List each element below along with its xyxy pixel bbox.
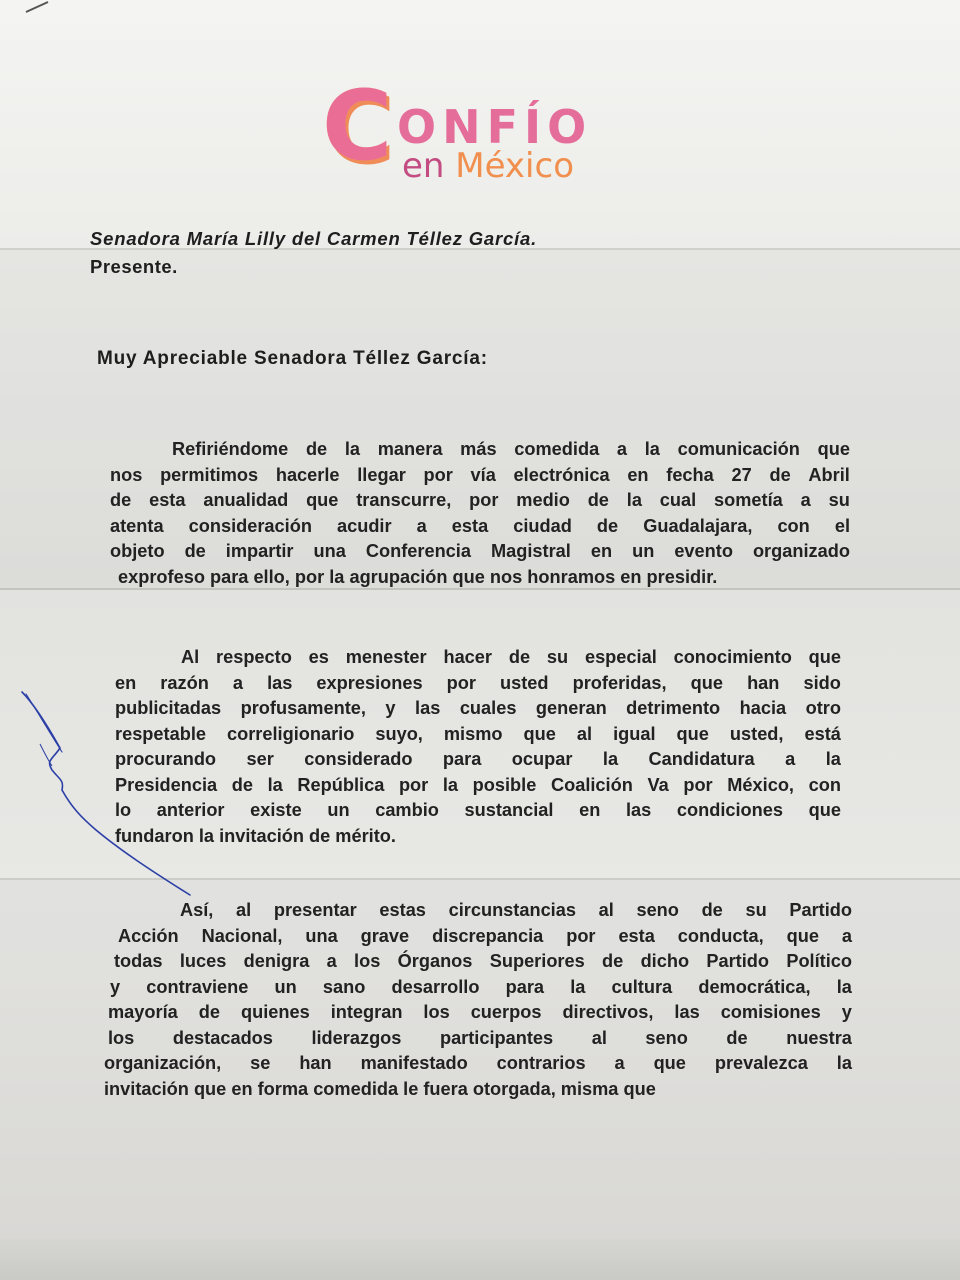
word: evento [674,541,733,561]
word: Abril [808,464,850,485]
word: de [110,490,132,510]
word: medio [516,490,570,510]
word: está [804,723,841,744]
word: la [825,749,841,769]
word: más [460,439,497,459]
word: los [108,1027,135,1048]
word: Acción [118,925,179,946]
word: circunstancias [448,900,576,920]
word: organización, [104,1053,222,1073]
word: Refiriéndome [172,439,289,459]
word: Partido [789,900,852,920]
organization-logo [322,70,652,188]
word: proferidas, [572,672,667,693]
word: la [267,774,283,795]
word: a [616,439,628,459]
word: existe [250,800,302,820]
word: la [344,439,361,459]
word: nos [110,464,143,485]
word: el [834,515,850,536]
word: de [602,951,624,971]
word: en [627,464,649,485]
word: a [841,925,852,946]
word: en [590,541,613,561]
word: esta [618,925,655,946]
word: correligionario [227,723,355,744]
word: por [398,774,429,795]
word: liderazgos [311,1027,402,1048]
word: esta [451,515,489,536]
word: de [508,647,531,667]
paragraph-3 [104,898,852,1102]
word: seno [645,1027,688,1048]
word: la [442,774,459,795]
word: al [576,723,593,744]
word: condiciones [676,800,784,820]
word: por [566,925,596,946]
word: de [198,1002,220,1022]
word: con [808,774,841,795]
paragraph-line [104,975,852,1001]
word: por [683,774,713,795]
word: Al [181,647,200,667]
word: por [423,464,453,485]
word: que [653,1053,686,1073]
word: estas [379,900,426,920]
word: detrimento [626,698,721,718]
word: respecto [216,647,292,667]
word: comisiones [720,1002,821,1022]
word: impartir [225,541,294,561]
paragraph-line [115,645,841,671]
word: mismo [443,723,503,744]
word: y [110,976,121,997]
word: Nacional, [201,925,283,946]
word: su [745,900,767,920]
salutation: Muy Apreciable Senadora Téllez García: [97,348,488,369]
paragraph-line [115,798,841,824]
word: sano [322,976,366,997]
word: de [184,541,206,561]
word: Conferencia [365,541,471,561]
paragraph-line [115,773,841,799]
logo-wordmark: ONFÍO [397,100,593,154]
word: directivos, [562,1002,654,1022]
paragraph-line [104,924,852,950]
word: las [267,672,293,693]
paragraph-line: exprofeso para ello, por la agrupación que nos honramos en presidir. [118,566,718,587]
word: que [306,490,339,510]
word: y [385,698,396,718]
paragraph-line [104,1051,852,1077]
word: México, [727,774,794,795]
word: lo [115,800,132,820]
word: al [598,900,614,920]
word: procurando [115,749,217,769]
word: se [250,1053,271,1073]
word: la [602,749,619,769]
word: comedida [514,439,600,459]
word: organizado [752,541,850,561]
word: manera [377,439,443,459]
word: suyo, [375,723,423,744]
paragraph-line [110,539,850,565]
word: por [469,490,499,510]
word: desarrollo [391,976,480,997]
logo-tagline-prefix: en [402,146,456,186]
paragraph-line [115,722,841,748]
word: en [115,672,137,693]
word: llegar [357,464,406,485]
logo-tagline [402,146,574,186]
paragraph-line [115,671,841,697]
word: Político [786,951,852,971]
word: los [354,951,381,971]
presente-line: Presente. [90,256,178,277]
word: las [674,1002,700,1022]
word: cual [659,490,697,510]
word: a [785,749,796,769]
word: en [579,800,601,820]
word: la [570,976,586,997]
word: ser [246,749,274,769]
word: una [313,541,346,561]
word: considerado [304,749,413,769]
word: quienes [240,1002,310,1022]
paragraph-line [110,514,850,540]
word: grave [360,925,410,946]
word: que [523,723,556,744]
word: manifestado [360,1053,468,1073]
paper-fold-line [0,878,960,880]
paragraph-line [110,488,850,514]
word: hacer [443,647,492,667]
word: y [841,1002,852,1022]
word: contrarios [496,1053,586,1073]
word: seno [636,900,679,920]
word: la [644,439,660,459]
word: otro [805,698,841,718]
word: Va [647,774,669,795]
word: fecha [666,464,714,485]
word: permitimos [160,464,259,485]
word: al [236,900,252,920]
word: comunicación [677,439,800,459]
paragraph-2 [115,645,841,849]
paragraph-line [115,696,841,722]
word: esta [149,490,186,510]
word: de [596,515,619,536]
word: que [808,800,841,820]
word: conducta, [677,925,764,946]
word: anterior [156,800,225,820]
word: de [726,1027,748,1048]
word: Coalición [550,774,633,795]
paragraph-1 [110,437,850,590]
word: es [308,647,329,667]
word: igual [613,723,656,744]
word: un [632,541,655,561]
paragraph-line [115,747,841,773]
word: Candidatura [648,749,755,769]
word: usted, [729,723,784,744]
paragraph-line [104,1026,852,1052]
word: un [327,800,350,820]
word: sustancial [464,800,554,820]
paragraph-line [110,463,850,489]
word: conocimiento [673,647,792,667]
word: hacerle [275,464,340,485]
paragraph-line [110,437,850,463]
word: presentar [273,900,357,920]
word: dicho [640,951,690,971]
word: han [747,672,780,693]
word: discrepancia [432,925,544,946]
paragraph-line: invitación que en forma comedida le fuera otorgada, misma que [104,1078,656,1099]
word: su [546,647,569,667]
word: expresiones [316,672,423,693]
word: una [305,925,338,946]
word: que [808,647,841,667]
word: la [626,490,642,510]
word: cultura [611,976,673,997]
word: para [505,976,545,997]
word: objeto [110,541,165,561]
word: cambio [375,800,439,820]
word: Guadalajara, [643,515,753,536]
word: menester [345,647,427,667]
word: denigra [243,951,310,971]
word: ciudad [513,515,572,536]
word: cuales [459,698,517,718]
word: prevalezca [714,1053,808,1073]
word: atenta [110,515,164,536]
paragraph-line [104,1000,852,1026]
word: razón [160,672,209,693]
word: nuestra [786,1027,852,1048]
word: democrática, [698,976,811,997]
word: un [274,976,297,997]
word: sometía [714,490,783,510]
word: Presidencia [115,774,218,795]
word: luces [179,951,227,971]
word: destacados [172,1027,273,1048]
word: respetable [115,723,206,744]
word: Órganos [397,951,473,971]
word: ocupar [511,749,573,769]
word: Superiores [489,951,585,971]
word: a [326,951,337,971]
word: de [587,490,609,510]
paragraph-line [104,898,852,924]
word: integran [330,1002,403,1022]
word: contraviene [146,976,249,997]
addressee-line: Senadora María Lilly del Carmen Téllez García. [90,228,538,249]
word: mayoría [108,1002,178,1022]
word: electrónica [513,464,610,485]
word: usted [500,672,549,693]
word: hacia [739,698,787,718]
word: la [836,1053,852,1073]
word: cuerpos [470,1002,542,1022]
word: que [676,723,709,744]
word: vía [470,464,496,485]
word: que [817,439,850,459]
word: posible [472,774,537,795]
corner-pen-mark [0,0,60,20]
word: anualidad [203,490,289,510]
word: por [446,672,476,693]
word: generan [535,698,607,718]
word: profusamente, [240,698,366,718]
word: transcurre, [356,490,452,510]
logo-initial: C [322,70,393,182]
word: los [423,1002,450,1022]
word: las [625,800,652,820]
word: Partido [706,951,770,971]
word: que [690,672,723,693]
word: a [614,1053,625,1073]
word: especial [584,647,657,667]
word: a [800,490,811,510]
word: para [442,749,482,769]
paragraph-line: fundaron la invitación de mérito. [115,825,396,846]
word: de [305,439,328,459]
word: Magistral [490,541,571,561]
word: 27 [731,464,752,485]
word: que [786,925,819,946]
word: de [769,464,791,485]
word: su [828,490,850,510]
word: han [299,1053,332,1073]
word: a [416,515,427,536]
word: publicitadas [115,698,222,718]
word: todas [114,951,163,971]
word: participantes [439,1027,554,1048]
word: a [232,672,243,693]
word: consideración [188,515,312,536]
paragraph-line [104,949,852,975]
word: Así, [180,900,214,920]
word: la [836,976,852,997]
word: con [777,515,810,536]
word: al [591,1027,607,1048]
word: las [415,698,441,718]
word: de [231,774,253,795]
word: sido [803,672,841,693]
word: acudir [336,515,392,536]
logo-tagline-country: México [455,146,574,186]
page-bottom-edge [0,1238,960,1280]
word: República [297,774,385,795]
word: de [701,900,723,920]
